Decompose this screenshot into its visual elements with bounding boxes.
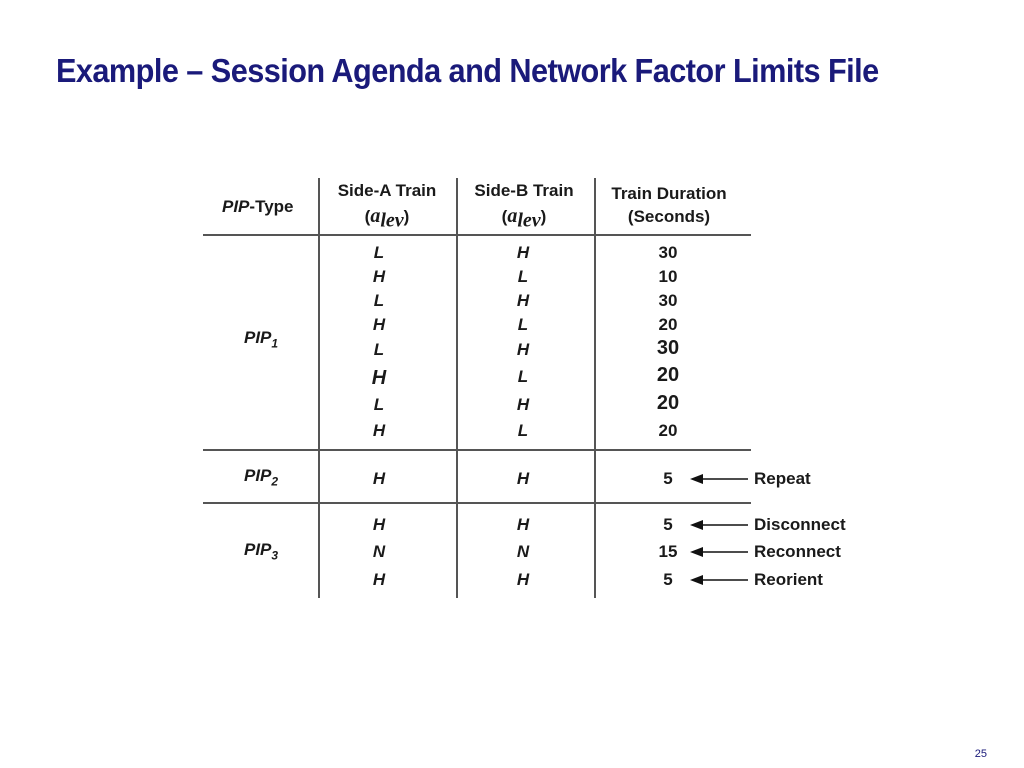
cell-side-a: H xyxy=(372,515,386,534)
cell-duration: 5 xyxy=(663,469,673,488)
cell-side-a: H xyxy=(372,315,386,334)
pip-label-3 xyxy=(244,540,278,562)
slide-title: Example – Session Agenda and Network Factor Limits File xyxy=(56,52,879,89)
cell-side-a: L xyxy=(373,291,385,310)
left-arrow-icon xyxy=(690,546,748,558)
note-disconnect xyxy=(690,515,846,535)
header-pip-type xyxy=(222,197,293,217)
note-text: Disconnect xyxy=(754,515,846,534)
note-reconnect xyxy=(690,542,841,562)
page-number: 25 xyxy=(974,748,987,760)
cell-side-a: H xyxy=(372,570,386,589)
cell-duration: 20 xyxy=(658,421,678,440)
header-duration xyxy=(597,184,741,227)
note-repeat xyxy=(690,469,811,489)
pip-label-subscript: 1 xyxy=(271,336,279,351)
header-pip-italic: PIP xyxy=(222,197,250,216)
cell-duration: 20 xyxy=(656,364,680,386)
pip-label-2 xyxy=(244,466,278,488)
header-duration-label: Train Duration xyxy=(611,184,727,203)
header-side-b xyxy=(462,181,586,232)
col-divider-2 xyxy=(456,178,458,598)
pip-label-subscript: 2 xyxy=(271,474,279,489)
header-side-a-alev: $(a_{lev})$ xyxy=(364,205,410,232)
cell-side-a: H xyxy=(372,469,386,488)
cell-side-b: L xyxy=(517,267,529,286)
cell-side-b: H xyxy=(516,243,530,262)
cell-duration: 10 xyxy=(658,267,678,286)
pip-label-text: PIP xyxy=(244,466,272,485)
cell-duration: 5 xyxy=(663,515,673,534)
cell-side-b: L xyxy=(517,315,529,334)
cell-side-a: H xyxy=(372,267,386,286)
cell-side-b: H xyxy=(516,395,530,414)
cell-duration: 20 xyxy=(656,392,680,414)
cell-side-a: L xyxy=(373,340,385,359)
left-arrow-icon xyxy=(690,519,748,531)
col-divider-3 xyxy=(594,178,596,598)
cell-side-a: H xyxy=(371,367,387,389)
header-side-a xyxy=(325,181,449,232)
cell-duration: 5 xyxy=(663,570,673,589)
note-text: Reconnect xyxy=(754,542,841,561)
cell-side-b: H xyxy=(516,291,530,310)
cell-duration: 20 xyxy=(658,315,678,334)
cell-duration: 30 xyxy=(656,337,680,359)
header-side-a-label: Side-A Train xyxy=(337,181,437,200)
header-side-b-label: Side-B Train xyxy=(474,181,574,200)
cell-side-b: N xyxy=(516,542,530,561)
note-reorient xyxy=(690,570,823,590)
cell-duration: 30 xyxy=(658,243,678,262)
cell-side-b: H xyxy=(516,515,530,534)
pip-label-text: PIP xyxy=(244,328,272,347)
cell-side-b: L xyxy=(517,421,529,440)
pip-label-1 xyxy=(244,328,278,350)
header-duration-unit: (Seconds) xyxy=(627,207,711,226)
note-text: Reorient xyxy=(754,570,823,589)
col-divider-1 xyxy=(318,178,320,598)
cell-side-a: H xyxy=(372,421,386,440)
left-arrow-icon xyxy=(690,473,748,485)
pip-label-text: PIP xyxy=(244,540,272,559)
group-divider-2 xyxy=(203,502,751,504)
left-arrow-icon xyxy=(690,574,748,586)
cell-side-b: L xyxy=(517,367,529,386)
cell-duration: 30 xyxy=(658,291,678,310)
pip-label-subscript: 3 xyxy=(271,548,279,563)
header-side-b-alev: $(a_{lev})$ xyxy=(501,205,547,232)
cell-side-b: H xyxy=(516,469,530,488)
header-divider xyxy=(203,234,751,236)
cell-side-a: N xyxy=(372,542,386,561)
cell-side-b: H xyxy=(516,340,530,359)
group-divider-1 xyxy=(203,449,751,451)
cell-side-a: L xyxy=(373,395,385,414)
note-text: Repeat xyxy=(754,469,811,488)
cell-side-b: H xyxy=(516,570,530,589)
header-pip-rest: -Type xyxy=(249,197,294,216)
cell-side-a: L xyxy=(373,243,385,262)
cell-duration: 15 xyxy=(658,542,678,561)
